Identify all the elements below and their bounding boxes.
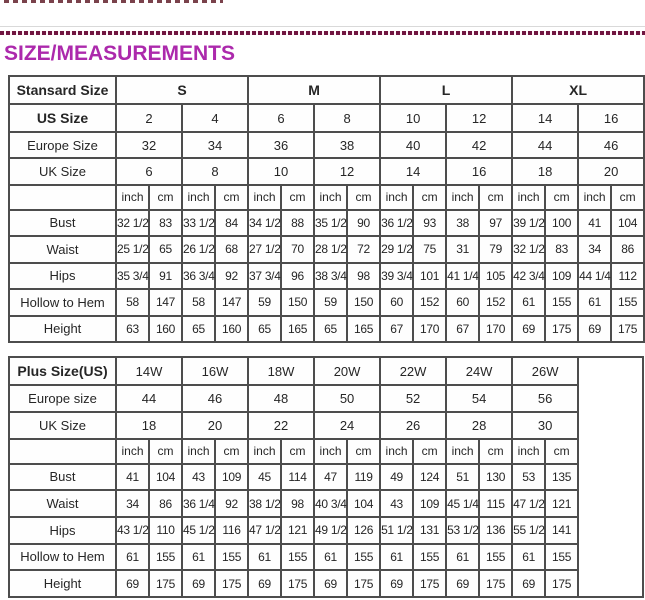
measurement-value-cell: 104 — [149, 464, 182, 491]
measurement-value-cell: 109 — [413, 490, 446, 517]
header-value-cell: 32 — [116, 132, 182, 158]
measurement-value-cell: 152 — [479, 289, 512, 315]
measurement-value-cell: 58 — [116, 289, 149, 315]
measurement-value-cell: 98 — [281, 490, 314, 517]
measurement-value-cell: 67 — [380, 316, 413, 343]
header-value-cell: 26 — [380, 412, 446, 439]
header-value-cell: 38 — [314, 132, 380, 158]
header-value-cell: 10 — [248, 158, 314, 184]
measurement-value-cell: 109 — [215, 464, 248, 491]
corner-label: Stansard Size — [9, 76, 116, 104]
unit-cell: cm — [479, 439, 512, 464]
measurement-value-cell: 41 — [116, 464, 149, 491]
size-group-header: 14W — [116, 357, 182, 385]
measurement-value-cell: 130 — [479, 464, 512, 491]
measurement-value-cell: 175 — [545, 570, 578, 597]
measurement-value-cell: 47 1/2 — [512, 490, 545, 517]
header-value-cell: 8 — [314, 104, 380, 132]
measurement-value-cell: 60 — [446, 289, 479, 315]
plus-size-table — [8, 356, 644, 598]
header-value-cell: 18 — [116, 412, 182, 439]
measurement-value-cell: 44 1/4 — [578, 263, 611, 289]
measurement-value-cell: 86 — [611, 236, 644, 262]
measurement-value-cell: 155 — [413, 544, 446, 571]
unit-cell: inch — [182, 439, 215, 464]
header-value-cell: 30 — [512, 412, 578, 439]
size-group-header: 18W — [248, 357, 314, 385]
measurement-value-cell: 43 1/2 — [116, 517, 149, 544]
measurement-value-cell: 67 — [446, 316, 479, 343]
header-value-cell: 48 — [248, 385, 314, 412]
measurement-value-cell: 112 — [611, 263, 644, 289]
measurement-value-cell: 47 — [314, 464, 347, 491]
measurement-value-cell: 36 3/4 — [182, 263, 215, 289]
measurement-value-cell: 53 — [512, 464, 545, 491]
unit-cell: cm — [413, 185, 446, 210]
measurement-value-cell: 135 — [545, 464, 578, 491]
size-group-header: 24W — [446, 357, 512, 385]
measurement-value-cell: 69 — [578, 316, 611, 343]
measurement-value-cell: 105 — [479, 263, 512, 289]
unit-row-label — [9, 439, 116, 464]
measurement-value-cell: 69 — [512, 570, 545, 597]
measurement-value-cell: 61 — [380, 544, 413, 571]
measurement-value-cell: 53 1/2 — [446, 517, 479, 544]
measurement-value-cell: 69 — [512, 316, 545, 343]
measurement-value-cell: 155 — [611, 289, 644, 315]
measurement-value-cell: 97 — [479, 210, 512, 236]
measurement-value-cell: 51 — [446, 464, 479, 491]
measurement-value-cell: 65 — [182, 316, 215, 343]
header-value-cell: 42 — [446, 132, 512, 158]
unit-cell: inch — [248, 439, 281, 464]
measurement-value-cell: 49 — [380, 464, 413, 491]
unit-cell: inch — [578, 185, 611, 210]
measurement-value-cell: 70 — [281, 236, 314, 262]
size-group-header: L — [380, 76, 512, 104]
measurement-value-cell: 175 — [545, 316, 578, 343]
measurement-value-cell: 155 — [281, 544, 314, 571]
size-group-header: 22W — [380, 357, 446, 385]
unit-cell: cm — [611, 185, 644, 210]
measurement-value-cell: 109 — [545, 263, 578, 289]
measurement-value-cell: 45 1/4 — [446, 490, 479, 517]
measurement-value-cell: 136 — [479, 517, 512, 544]
header-value-cell: 46 — [182, 385, 248, 412]
header-value-cell: 12 — [446, 104, 512, 132]
measurement-value-cell: 101 — [413, 263, 446, 289]
measurement-value-cell: 155 — [215, 544, 248, 571]
header-value-cell: 54 — [446, 385, 512, 412]
measurement-value-cell: 45 — [248, 464, 281, 491]
size-group-header: 26W — [512, 357, 578, 385]
standard-size-table — [8, 75, 645, 343]
measurement-value-cell: 40 3/4 — [314, 490, 347, 517]
unit-cell: inch — [380, 439, 413, 464]
measurement-value-cell: 69 — [116, 570, 149, 597]
unit-cell: cm — [281, 439, 314, 464]
measurement-value-cell: 155 — [545, 544, 578, 571]
page-title: SIZE/MEASUREMENTS — [4, 42, 236, 65]
measurement-value-cell: 41 1/4 — [446, 263, 479, 289]
measurement-value-cell: 72 — [347, 236, 380, 262]
measurement-value-cell: 61 — [116, 544, 149, 571]
measurement-value-cell: 92 — [215, 263, 248, 289]
measurement-value-cell: 25 1/2 — [116, 236, 149, 262]
measurement-value-cell: 160 — [215, 316, 248, 343]
measurement-row-label: Hips — [9, 517, 116, 544]
measurement-value-cell: 55 1/2 — [512, 517, 545, 544]
header-value-cell: 6 — [116, 158, 182, 184]
measurement-value-cell: 42 3/4 — [512, 263, 545, 289]
unit-cell: cm — [215, 185, 248, 210]
measurement-value-cell: 39 1/2 — [512, 210, 545, 236]
measurement-value-cell: 36 1/2 — [380, 210, 413, 236]
header-value-cell: 20 — [578, 158, 644, 184]
measurement-value-cell: 26 1/2 — [182, 236, 215, 262]
unit-cell: inch — [182, 185, 215, 210]
measurement-value-cell: 69 — [182, 570, 215, 597]
measurement-value-cell: 175 — [611, 316, 644, 343]
measurement-value-cell: 28 1/2 — [314, 236, 347, 262]
measurement-row-label: Waist — [9, 236, 116, 262]
measurement-value-cell: 175 — [281, 570, 314, 597]
measurement-value-cell: 43 — [182, 464, 215, 491]
clipped-text-fragment — [4, 0, 223, 3]
unit-cell: inch — [446, 185, 479, 210]
measurement-value-cell: 104 — [611, 210, 644, 236]
unit-cell: inch — [314, 439, 347, 464]
measurement-row-label: Bust — [9, 464, 116, 491]
header-value-cell: 16 — [578, 104, 644, 132]
measurement-value-cell: 41 — [578, 210, 611, 236]
unit-cell: inch — [380, 185, 413, 210]
measurement-row-label: Waist — [9, 490, 116, 517]
measurement-value-cell: 175 — [347, 570, 380, 597]
measurement-value-cell: 65 — [248, 316, 281, 343]
measurement-value-cell: 31 — [446, 236, 479, 262]
measurement-value-cell: 69 — [314, 570, 347, 597]
header-value-cell: 4 — [182, 104, 248, 132]
measurement-value-cell: 47 1/2 — [248, 517, 281, 544]
measurement-value-cell: 90 — [347, 210, 380, 236]
header-value-cell: 36 — [248, 132, 314, 158]
measurement-value-cell: 33 1/2 — [182, 210, 215, 236]
unit-cell: cm — [347, 439, 380, 464]
measurement-value-cell: 155 — [545, 289, 578, 315]
measurement-value-cell: 126 — [347, 517, 380, 544]
measurement-value-cell: 68 — [215, 236, 248, 262]
header-value-cell: 46 — [578, 132, 644, 158]
measurement-value-cell: 51 1/2 — [380, 517, 413, 544]
measurement-value-cell: 32 1/2 — [116, 210, 149, 236]
header-value-cell: 6 — [248, 104, 314, 132]
unit-cell: cm — [215, 439, 248, 464]
unit-cell: inch — [446, 439, 479, 464]
header-value-cell: 2 — [116, 104, 182, 132]
header-value-cell: 20 — [182, 412, 248, 439]
unit-cell: inch — [512, 439, 545, 464]
header-value-cell: 52 — [380, 385, 446, 412]
size-group-header: 20W — [314, 357, 380, 385]
measurement-value-cell: 43 — [380, 490, 413, 517]
measurement-value-cell: 175 — [479, 570, 512, 597]
measurement-value-cell: 165 — [281, 316, 314, 343]
dashed-divider — [0, 31, 645, 35]
measurement-value-cell: 36 1/4 — [182, 490, 215, 517]
measurement-value-cell: 69 — [248, 570, 281, 597]
measurement-value-cell: 104 — [347, 490, 380, 517]
unit-cell: cm — [545, 185, 578, 210]
measurement-value-cell: 100 — [545, 210, 578, 236]
measurement-value-cell: 124 — [413, 464, 446, 491]
measurement-value-cell: 38 3/4 — [314, 263, 347, 289]
measurement-value-cell: 121 — [545, 490, 578, 517]
measurement-value-cell: 63 — [116, 316, 149, 343]
unit-cell: cm — [479, 185, 512, 210]
header-value-cell: 22 — [248, 412, 314, 439]
header-row-label: Europe size — [9, 385, 116, 412]
measurement-value-cell: 152 — [413, 289, 446, 315]
unit-cell: cm — [413, 439, 446, 464]
measurement-value-cell: 39 3/4 — [380, 263, 413, 289]
measurement-value-cell: 35 1/2 — [314, 210, 347, 236]
header-value-cell: 34 — [182, 132, 248, 158]
measurement-value-cell: 116 — [215, 517, 248, 544]
measurement-value-cell: 65 — [149, 236, 182, 262]
measurement-row-label: Height — [9, 570, 116, 597]
measurement-value-cell: 69 — [446, 570, 479, 597]
measurement-value-cell: 170 — [413, 316, 446, 343]
measurement-value-cell: 147 — [215, 289, 248, 315]
measurement-value-cell: 165 — [347, 316, 380, 343]
measurement-value-cell: 37 3/4 — [248, 263, 281, 289]
unit-cell: inch — [248, 185, 281, 210]
size-group-header: S — [116, 76, 248, 104]
measurement-value-cell: 27 1/2 — [248, 236, 281, 262]
measurement-value-cell: 147 — [149, 289, 182, 315]
measurement-value-cell: 115 — [479, 490, 512, 517]
measurement-value-cell: 86 — [149, 490, 182, 517]
measurement-value-cell: 61 — [446, 544, 479, 571]
measurement-value-cell: 38 — [446, 210, 479, 236]
measurement-row-label: Hollow to Hem — [9, 289, 116, 315]
measurement-row-label: Bust — [9, 210, 116, 236]
measurement-value-cell: 175 — [149, 570, 182, 597]
measurement-value-cell: 61 — [314, 544, 347, 571]
measurement-value-cell: 35 3/4 — [116, 263, 149, 289]
measurement-value-cell: 83 — [545, 236, 578, 262]
header-value-cell: 18 — [512, 158, 578, 184]
header-value-cell: 40 — [380, 132, 446, 158]
measurement-value-cell: 34 1/2 — [248, 210, 281, 236]
measurement-value-cell: 34 — [116, 490, 149, 517]
measurement-value-cell: 131 — [413, 517, 446, 544]
measurement-value-cell: 121 — [281, 517, 314, 544]
measurement-value-cell: 155 — [347, 544, 380, 571]
measurement-row-label: Height — [9, 316, 116, 343]
measurement-value-cell: 141 — [545, 517, 578, 544]
unit-cell: cm — [149, 439, 182, 464]
measurement-value-cell: 160 — [149, 316, 182, 343]
measurement-value-cell: 93 — [413, 210, 446, 236]
measurement-value-cell: 175 — [413, 570, 446, 597]
header-value-cell: 14 — [380, 158, 446, 184]
header-value-cell: 12 — [314, 158, 380, 184]
header-value-cell: 16 — [446, 158, 512, 184]
measurement-value-cell: 45 1/2 — [182, 517, 215, 544]
measurement-value-cell: 61 — [248, 544, 281, 571]
measurement-value-cell: 60 — [380, 289, 413, 315]
corner-label: Plus Size(US) — [9, 357, 116, 385]
measurement-value-cell: 65 — [314, 316, 347, 343]
measurement-value-cell: 92 — [215, 490, 248, 517]
measurement-value-cell: 88 — [281, 210, 314, 236]
size-group-header: 16W — [182, 357, 248, 385]
measurement-value-cell: 61 — [182, 544, 215, 571]
unit-cell: inch — [314, 185, 347, 210]
header-value-cell: 24 — [314, 412, 380, 439]
measurement-value-cell: 84 — [215, 210, 248, 236]
measurement-value-cell: 175 — [215, 570, 248, 597]
header-value-cell: 28 — [446, 412, 512, 439]
measurement-value-cell: 91 — [149, 263, 182, 289]
measurement-value-cell: 110 — [149, 517, 182, 544]
unit-cell: cm — [545, 439, 578, 464]
header-value-cell: 44 — [512, 132, 578, 158]
measurement-value-cell: 61 — [512, 544, 545, 571]
measurement-row-label: Hips — [9, 263, 116, 289]
measurement-value-cell: 58 — [182, 289, 215, 315]
unit-cell: cm — [149, 185, 182, 210]
header-row-label: US Size — [9, 104, 116, 132]
measurement-value-cell: 75 — [413, 236, 446, 262]
size-group-header: XL — [512, 76, 644, 104]
measurement-value-cell: 32 1/2 — [512, 236, 545, 262]
header-value-cell: 56 — [512, 385, 578, 412]
header-row-label: UK Size — [9, 412, 116, 439]
measurement-value-cell: 59 — [248, 289, 281, 315]
measurement-value-cell: 69 — [380, 570, 413, 597]
empty-spacer-cell — [578, 357, 643, 597]
unit-cell: cm — [281, 185, 314, 210]
measurement-value-cell: 61 — [578, 289, 611, 315]
header-row-label: Europe Size — [9, 132, 116, 158]
unit-cell: inch — [512, 185, 545, 210]
measurement-value-cell: 59 — [314, 289, 347, 315]
measurement-value-cell: 155 — [149, 544, 182, 571]
measurement-value-cell: 34 — [578, 236, 611, 262]
measurement-value-cell: 155 — [479, 544, 512, 571]
header-value-cell: 14 — [512, 104, 578, 132]
header-value-cell: 44 — [116, 385, 182, 412]
measurement-row-label: Hollow to Hem — [9, 544, 116, 571]
measurement-value-cell: 150 — [347, 289, 380, 315]
measurement-value-cell: 114 — [281, 464, 314, 491]
unit-cell: inch — [116, 439, 149, 464]
measurement-value-cell: 79 — [479, 236, 512, 262]
unit-cell: cm — [347, 185, 380, 210]
measurement-value-cell: 150 — [281, 289, 314, 315]
measurement-value-cell: 49 1/2 — [314, 517, 347, 544]
header-value-cell: 50 — [314, 385, 380, 412]
measurement-value-cell: 96 — [281, 263, 314, 289]
measurement-value-cell: 98 — [347, 263, 380, 289]
header-row-label: UK Size — [9, 158, 116, 184]
measurement-value-cell: 61 — [512, 289, 545, 315]
unit-row-label — [9, 185, 116, 210]
measurement-value-cell: 38 1/2 — [248, 490, 281, 517]
unit-cell: inch — [116, 185, 149, 210]
header-value-cell: 10 — [380, 104, 446, 132]
measurement-value-cell: 119 — [347, 464, 380, 491]
separator-hairline — [0, 26, 645, 27]
measurement-value-cell: 170 — [479, 316, 512, 343]
header-value-cell: 8 — [182, 158, 248, 184]
measurement-value-cell: 29 1/2 — [380, 236, 413, 262]
measurement-value-cell: 83 — [149, 210, 182, 236]
size-group-header: M — [248, 76, 380, 104]
